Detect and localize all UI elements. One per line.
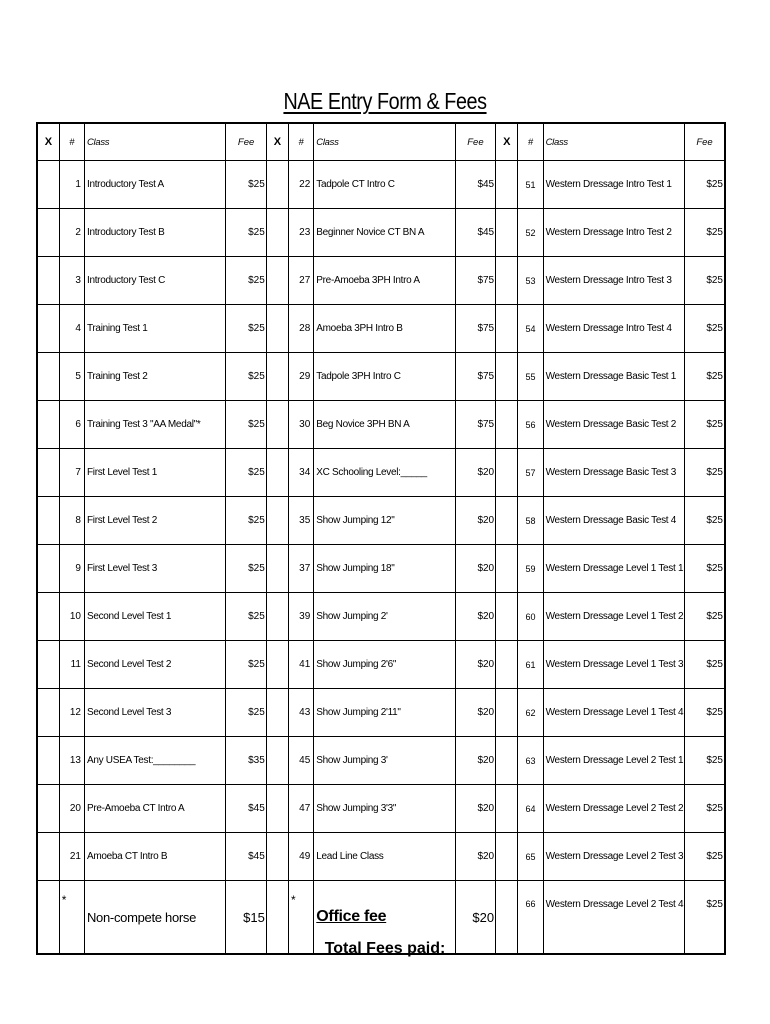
class-fee: $45	[226, 833, 266, 881]
class-number: 41	[289, 641, 314, 689]
select-box[interactable]	[37, 449, 59, 497]
table-row	[37, 689, 725, 737]
select-box[interactable]	[37, 737, 59, 785]
class-name: Training Test 1	[84, 305, 225, 353]
select-box[interactable]	[496, 593, 518, 641]
class-fee: $25	[226, 593, 266, 641]
select-box[interactable]	[496, 545, 518, 593]
select-box[interactable]	[266, 401, 288, 449]
class-fee: $25	[226, 161, 266, 209]
class-name: Introductory Test A	[84, 161, 225, 209]
header-fee: Fee	[226, 123, 266, 161]
class-name: Western Dressage Level 2 Test 2	[543, 785, 684, 833]
class-number: 54	[518, 305, 543, 353]
class-number: 13	[59, 737, 84, 785]
class-number: 30	[289, 401, 314, 449]
class-fee: $45	[226, 785, 266, 833]
class-fee: $25	[226, 689, 266, 737]
class-fee: $20	[455, 497, 495, 545]
class-fee: $25	[685, 497, 725, 545]
select-box[interactable]	[266, 449, 288, 497]
header-class: Class	[314, 123, 455, 161]
header-fee: Fee	[685, 123, 725, 161]
select-box[interactable]	[37, 641, 59, 689]
class-name: Show Jumping 18"	[314, 545, 455, 593]
select-box[interactable]	[496, 209, 518, 257]
header-number: #	[518, 123, 543, 161]
class-number: *	[289, 881, 314, 955]
class-name: Show Jumping 3'3"	[314, 785, 455, 833]
select-box[interactable]	[266, 737, 288, 785]
class-fee: $45	[455, 209, 495, 257]
class-number: 63	[518, 737, 543, 785]
class-fee: $75	[455, 257, 495, 305]
class-name: Second Level Test 2	[84, 641, 225, 689]
class-name: Tadpole 3PH Intro C	[314, 353, 455, 401]
select-box[interactable]	[496, 689, 518, 737]
table-row	[37, 449, 725, 497]
class-fee: $25	[685, 641, 725, 689]
select-box[interactable]	[496, 737, 518, 785]
class-number: 5	[59, 353, 84, 401]
table-row	[37, 209, 725, 257]
class-number: 9	[59, 545, 84, 593]
class-number: 52	[518, 209, 543, 257]
class-fee: $25	[226, 353, 266, 401]
form-title: NAE Entry Form & Fees	[283, 88, 487, 114]
select-box[interactable]	[37, 497, 59, 545]
class-name: Amoeba CT Intro B	[84, 833, 225, 881]
class-name: First Level Test 3	[84, 545, 225, 593]
table-row	[37, 785, 725, 833]
class-fee: $45	[455, 161, 495, 209]
class-fee: $25	[226, 209, 266, 257]
class-name: Training Test 3 "AA Medal"*	[84, 401, 225, 449]
class-name: Pre-Amoeba 3PH Intro A	[314, 257, 455, 305]
class-name: Western Dressage Intro Test 3	[543, 257, 684, 305]
class-number: 7	[59, 449, 84, 497]
class-number: 20	[59, 785, 84, 833]
class-name: Second Level Test 1	[84, 593, 225, 641]
class-fee: $20	[455, 593, 495, 641]
class-name: XC Schooling Level:_____	[314, 449, 455, 497]
class-name: Second Level Test 3	[84, 689, 225, 737]
class-number: 39	[289, 593, 314, 641]
class-name: Show Jumping 3'	[314, 737, 455, 785]
class-number: 49	[289, 833, 314, 881]
class-number: 21	[59, 833, 84, 881]
select-box[interactable]	[496, 497, 518, 545]
class-name: Any USEA Test:________	[84, 737, 225, 785]
class-number: 23	[289, 209, 314, 257]
class-number: 55	[518, 353, 543, 401]
class-number: 12	[59, 689, 84, 737]
select-box[interactable]	[496, 257, 518, 305]
total-fees-label	[0, 940, 770, 958]
class-name: Western Dressage Basic Test 1	[543, 353, 684, 401]
table-row	[37, 305, 725, 353]
class-fee: $25	[685, 401, 725, 449]
select-box[interactable]	[37, 689, 59, 737]
class-number: 6	[59, 401, 84, 449]
class-number: 65	[518, 833, 543, 881]
class-fee: $25	[226, 497, 266, 545]
class-name: Western Dressage Level 1 Test 3	[543, 641, 684, 689]
class-name: First Level Test 2	[84, 497, 225, 545]
select-box[interactable]	[496, 401, 518, 449]
class-fee: $25	[685, 737, 725, 785]
select-box[interactable]	[37, 353, 59, 401]
select-box[interactable]	[37, 257, 59, 305]
class-name: Western Dressage Intro Test 4	[543, 305, 684, 353]
class-number: 2	[59, 209, 84, 257]
class-fee: $20	[455, 737, 495, 785]
entry-table	[36, 122, 726, 955]
select-box[interactable]	[37, 785, 59, 833]
class-number: 66	[518, 881, 543, 955]
select-box[interactable]	[496, 305, 518, 353]
table-row	[37, 497, 725, 545]
class-number: 58	[518, 497, 543, 545]
table-row	[37, 257, 725, 305]
class-name: Beginner Novice CT BN A	[314, 209, 455, 257]
class-number: 60	[518, 593, 543, 641]
class-fee: $75	[455, 353, 495, 401]
class-name: Training Test 2	[84, 353, 225, 401]
class-fee: $20	[455, 881, 495, 955]
select-box[interactable]	[37, 545, 59, 593]
class-number: 62	[518, 689, 543, 737]
class-number: 56	[518, 401, 543, 449]
header-fee: Fee	[455, 123, 495, 161]
class-fee: $25	[685, 305, 725, 353]
class-name: Pre-Amoeba CT Intro A	[84, 785, 225, 833]
select-box[interactable]	[266, 689, 288, 737]
class-number: 27	[289, 257, 314, 305]
header-x: X	[37, 123, 59, 161]
select-box[interactable]	[266, 209, 288, 257]
class-name: Western Dressage Level 1 Test 1	[543, 545, 684, 593]
class-fee: $20	[455, 689, 495, 737]
entry-table-body	[37, 123, 725, 954]
select-box[interactable]	[266, 161, 288, 209]
select-box[interactable]	[37, 401, 59, 449]
header-number: #	[59, 123, 84, 161]
class-number: 57	[518, 449, 543, 497]
class-name: Show Jumping 2'6"	[314, 641, 455, 689]
class-number: 64	[518, 785, 543, 833]
class-fee: $20	[455, 785, 495, 833]
class-number: 34	[289, 449, 314, 497]
select-box[interactable]	[266, 305, 288, 353]
select-box[interactable]	[37, 161, 59, 209]
select-box[interactable]	[37, 305, 59, 353]
class-name: Show Jumping 12"	[314, 497, 455, 545]
class-fee: $20	[455, 641, 495, 689]
select-box[interactable]	[496, 161, 518, 209]
class-fee: $25	[685, 785, 725, 833]
class-number: 61	[518, 641, 543, 689]
select-box[interactable]	[496, 449, 518, 497]
table-row	[37, 737, 725, 785]
class-number: 53	[518, 257, 543, 305]
class-fee: $25	[685, 833, 725, 881]
header-number: #	[289, 123, 314, 161]
total-fees-text: Total Fees paid	[324, 940, 440, 957]
class-name: Introductory Test C	[84, 257, 225, 305]
office-fee-label: Office fee	[314, 881, 455, 955]
class-name: Show Jumping 2'	[314, 593, 455, 641]
select-box[interactable]	[266, 545, 288, 593]
class-name: Western Dressage Level 2 Test 1	[543, 737, 684, 785]
select-box[interactable]	[266, 785, 288, 833]
class-name: Introductory Test B	[84, 209, 225, 257]
class-number: 45	[289, 737, 314, 785]
header-x: X	[266, 123, 288, 161]
select-box[interactable]	[496, 641, 518, 689]
select-box[interactable]	[266, 497, 288, 545]
table-row	[37, 353, 725, 401]
class-number: 28	[289, 305, 314, 353]
class-number: 43	[289, 689, 314, 737]
table-row	[37, 545, 725, 593]
class-name: Lead Line Class	[314, 833, 455, 881]
class-number: 37	[289, 545, 314, 593]
class-number: 4	[59, 305, 84, 353]
select-box[interactable]	[37, 209, 59, 257]
select-box[interactable]	[266, 257, 288, 305]
select-box[interactable]	[266, 641, 288, 689]
class-name: First Level Test 1	[84, 449, 225, 497]
class-name: Western Dressage Level 1 Test 2	[543, 593, 684, 641]
class-fee: $20	[455, 545, 495, 593]
class-name: Show Jumping 2'11"	[314, 689, 455, 737]
class-name: Western Dressage Level 2 Test 4	[543, 881, 684, 955]
header-row	[37, 123, 725, 161]
table-row	[37, 401, 725, 449]
header-class: Class	[84, 123, 225, 161]
class-number: 8	[59, 497, 84, 545]
total-fees-colon: :	[439, 940, 446, 957]
class-number: 29	[289, 353, 314, 401]
class-number: 3	[59, 257, 84, 305]
class-number: *	[59, 881, 84, 955]
class-name: Western Dressage Basic Test 2	[543, 401, 684, 449]
class-fee: $25	[226, 401, 266, 449]
table-row	[37, 161, 725, 209]
class-name: Amoeba 3PH Intro B	[314, 305, 455, 353]
class-number: 22	[289, 161, 314, 209]
class-fee: $25	[685, 545, 725, 593]
select-box[interactable]	[37, 593, 59, 641]
table-row	[37, 641, 725, 689]
select-box[interactable]	[496, 353, 518, 401]
class-fee: $25	[685, 449, 725, 497]
select-box[interactable]	[266, 833, 288, 881]
class-fee: $25	[685, 161, 725, 209]
header-class: Class	[543, 123, 684, 161]
class-fee: $25	[226, 449, 266, 497]
class-fee: $15	[226, 881, 266, 955]
class-fee: $25	[226, 305, 266, 353]
class-fee: $25	[685, 593, 725, 641]
select-box[interactable]	[496, 785, 518, 833]
class-name: Western Dressage Basic Test 4	[543, 497, 684, 545]
class-name: Western Dressage Level 2 Test 3	[543, 833, 684, 881]
class-number: 10	[59, 593, 84, 641]
class-name: Beg Novice 3PH BN A	[314, 401, 455, 449]
class-fee: $25	[226, 257, 266, 305]
class-number: 1	[59, 161, 84, 209]
class-number: 35	[289, 497, 314, 545]
class-name: Western Dressage Level 1 Test 4	[543, 689, 684, 737]
class-fee: $25	[685, 353, 725, 401]
select-box[interactable]	[37, 833, 59, 881]
class-fee: $20	[455, 449, 495, 497]
class-fee: $75	[455, 401, 495, 449]
header-x: X	[496, 123, 518, 161]
class-number: 47	[289, 785, 314, 833]
class-number: 11	[59, 641, 84, 689]
class-fee: $25	[685, 881, 725, 955]
table-row	[37, 833, 725, 881]
class-name: Western Dressage Basic Test 3	[543, 449, 684, 497]
class-name: Tadpole CT Intro C	[314, 161, 455, 209]
class-fee: $25	[226, 545, 266, 593]
class-fee: $25	[685, 257, 725, 305]
select-box[interactable]	[266, 593, 288, 641]
class-fee: $25	[226, 641, 266, 689]
class-fee: $35	[226, 737, 266, 785]
select-box[interactable]	[266, 353, 288, 401]
class-fee: $25	[685, 209, 725, 257]
table-row	[37, 593, 725, 641]
class-fee: $20	[455, 833, 495, 881]
class-name: Western Dressage Intro Test 1	[543, 161, 684, 209]
class-name: Non-compete horse	[84, 881, 225, 955]
class-name: Western Dressage Intro Test 2	[543, 209, 684, 257]
class-number: 59	[518, 545, 543, 593]
class-number: 51	[518, 161, 543, 209]
class-fee: $75	[455, 305, 495, 353]
select-box[interactable]	[496, 833, 518, 881]
class-fee: $25	[685, 689, 725, 737]
